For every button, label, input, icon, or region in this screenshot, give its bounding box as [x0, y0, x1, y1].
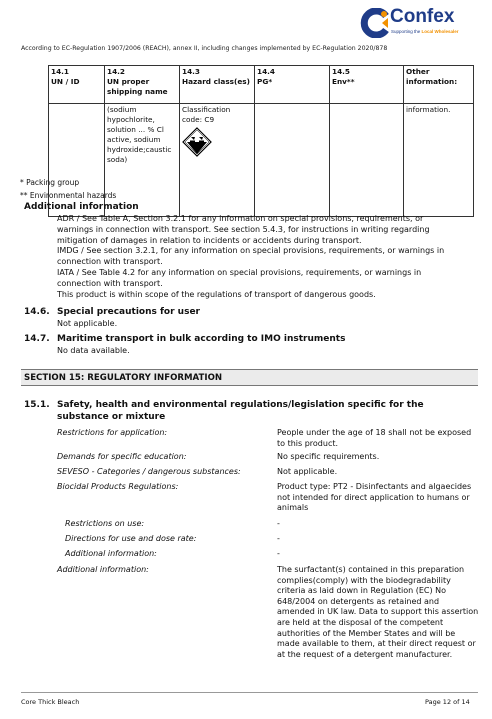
- label-restrictions-use: Restrictions on use:: [65, 519, 145, 528]
- footer-product-name: Core Thick Bleach: [21, 698, 80, 706]
- additional-info-body: [57, 214, 477, 300]
- value-additional-info: The surfactant(s) contained in this preparation complies(comply) with the biodegradability criteria as laid down in Regulation (EC) No 648/2004 on detergents as retained and amended in UK law. Data to support this assertion are held at the disposal of the competent authorities of the Member States and will be made available to them, at their direct request or at the request of a detergent manufacturer.: [277, 565, 479, 659]
- footnote-env-hazards: ** Environmental hazards: [20, 191, 117, 200]
- col-header-hazard-class: 14.3 Hazard class(es): [180, 66, 255, 104]
- value-restrictions-use: -: [277, 519, 280, 528]
- value-additional-info-sub: -: [277, 549, 280, 558]
- label-demands-education: Demands for specific education:: [57, 452, 187, 461]
- additional-info-heading: Additional information: [24, 202, 139, 212]
- section-14-7-number: 14.7.: [24, 334, 50, 344]
- cell-env: [330, 104, 404, 217]
- value-seveso: Not applicable.: [277, 467, 338, 476]
- label-restrictions-application: Restrictions for application:: [57, 428, 168, 437]
- additional-line: This product is within scope of the regulations of transport of dangerous goods.: [57, 289, 376, 299]
- section-14-6-body: Not applicable.: [57, 319, 118, 328]
- label-seveso: SEVESO - Categories / dangerous substances:: [57, 467, 241, 476]
- additional-line: ADR / See Table A, Section 3.2.1 for any information on special provisions, requirements, or: [57, 214, 424, 223]
- value-demands-education: No specific requirements.: [277, 452, 380, 461]
- footer-page-number: Page 12 of 14: [425, 698, 470, 706]
- brand-tagline: Supporting the Local Wholesaler: [391, 29, 459, 34]
- cell-shipping-name: (sodium hypochlorite, solution ... % Cl active, sodium hydroxide;caustic soda): [105, 104, 180, 217]
- col-header-env: 14.5 Env**: [330, 66, 404, 104]
- value-biocidal-regulations: Product type: PT2 - Disinfectants and algaecides not intended for direct application to humans or animals: [277, 482, 472, 513]
- corrosive-pictogram-icon: [182, 127, 212, 157]
- footer-rule: [21, 692, 478, 693]
- label-additional-info-sub: Additional information:: [65, 549, 157, 558]
- section-14-6-number: 14.6.: [24, 307, 50, 317]
- col-header-pg: 14.4 PG*: [255, 66, 330, 104]
- section-15-1-title: Safety, health and environmental regulations/legislation specific for the substance or mixture: [57, 400, 424, 422]
- confex-logo-icon: [360, 8, 390, 38]
- cell-other-info: information.: [404, 104, 474, 217]
- section-14-7-title: Maritime transport in bulk according to IMO instruments: [57, 334, 346, 344]
- additional-line: connection with transport.: [57, 257, 163, 267]
- cell-hazard-class: Classification code: C9: [180, 104, 255, 217]
- footnote-packing-group: * Packing group: [20, 178, 80, 187]
- confex-logo: [360, 6, 478, 42]
- additional-line: warnings in connection with transport. See section 5.4.3, for instructions in writing regarding: [57, 224, 430, 234]
- section-15-1-number: 15.1.: [24, 400, 50, 410]
- section-14-7-body: No data available.: [57, 346, 130, 355]
- table-header-row: [49, 66, 474, 104]
- additional-line: IATA / See Table 4.2 for any information on special provisions, requirements, or warnings in: [57, 267, 422, 277]
- label-biocidal-regulations: Biocidal Products Regulations:: [57, 482, 179, 491]
- col-header-shipping-name: 14.2 UN proper shipping name: [105, 66, 180, 104]
- additional-line: connection with transport.: [57, 278, 163, 288]
- section-15-header: [21, 369, 478, 386]
- brand-name: Confex: [390, 6, 455, 27]
- section-14-6-title: Special precautions for user: [57, 307, 200, 317]
- cell-pg: [255, 104, 330, 217]
- additional-line: mitigation of damages in relation to incidents or accidents during transport.: [57, 235, 362, 245]
- regulation-line: According to EC-Regulation 1907/2006 (REACH), annex II, including changes implemented by EC-Regulation 2020/878: [21, 45, 388, 52]
- section-15-title: SECTION 15: REGULATORY INFORMATION: [24, 373, 223, 383]
- col-header-other-info: Other information:: [404, 66, 474, 104]
- label-additional-info: Additional information:: [57, 565, 149, 574]
- label-directions-dose: Directions for use and dose rate:: [65, 534, 197, 543]
- col-header-un-id: 14.1 UN / ID: [49, 66, 105, 104]
- value-restrictions-application: People under the age of 18 shall not be exposed to this product.: [277, 428, 472, 448]
- value-directions-dose: -: [277, 534, 280, 543]
- additional-line: IMDG / See section 3.2.1, for any information on special provisions, requirements, or warnings in: [57, 246, 445, 256]
